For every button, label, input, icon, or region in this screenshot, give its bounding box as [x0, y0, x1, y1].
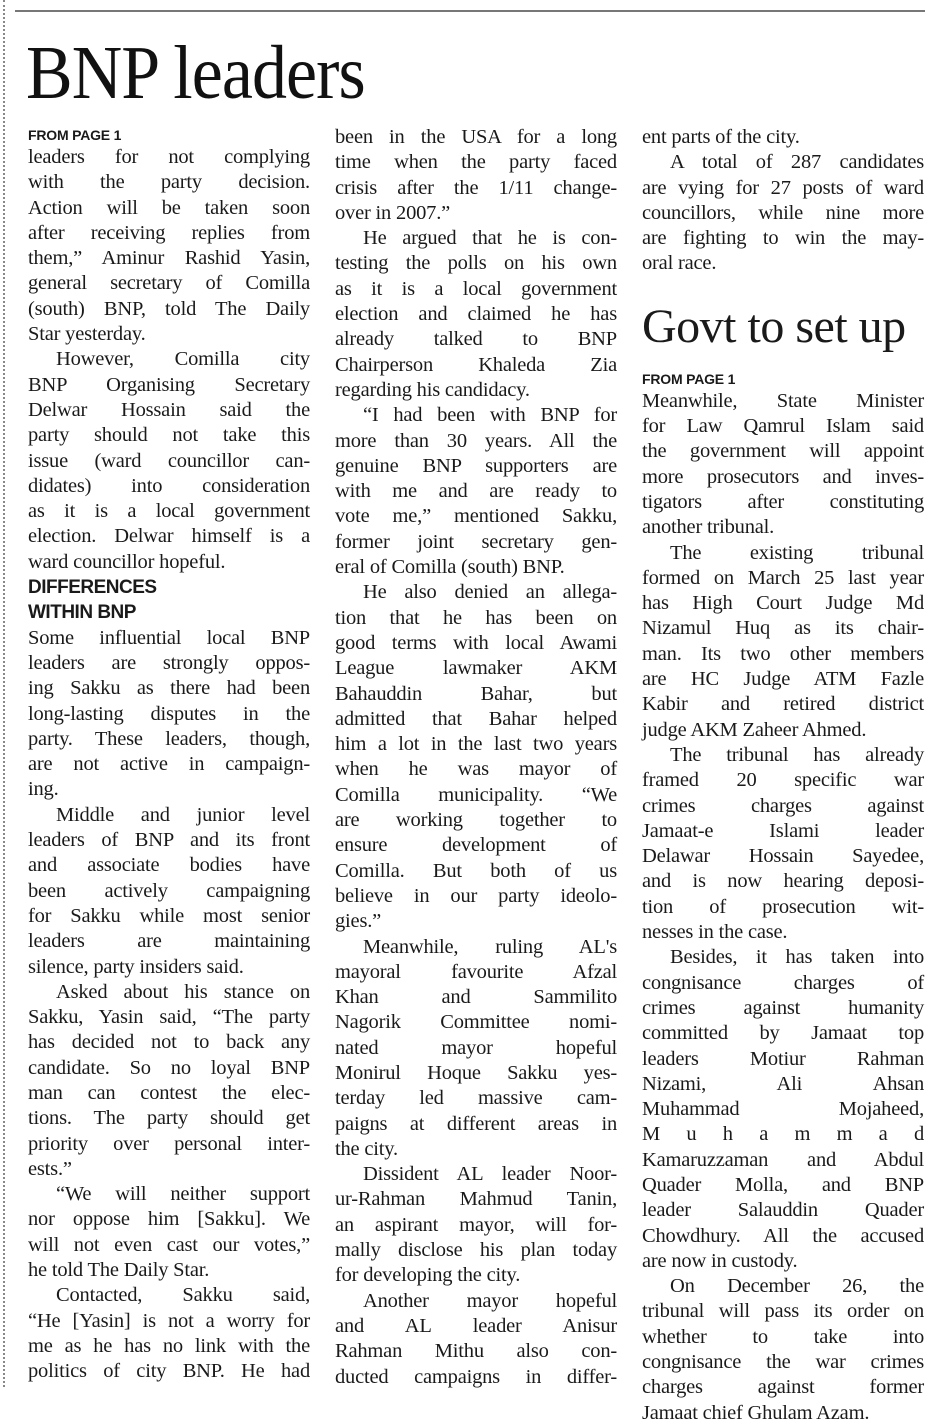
text-line: has High Court Judge Md: [642, 592, 924, 615]
paragraph: [28, 803, 310, 980]
text-line: me as he has no link with the: [28, 1334, 310, 1357]
text-line: are fighting to win the may-: [642, 227, 924, 250]
text-line: Comilla municipality. “We: [335, 783, 617, 806]
text-line: tions. The party should get: [28, 1107, 310, 1130]
text-line: long-lasting disputes in the: [28, 702, 310, 725]
text-line: good terms with local Awami: [335, 631, 617, 654]
text-line: ducted campaigns in differ-: [335, 1365, 617, 1388]
paragraph: [642, 125, 924, 150]
column-3: [642, 125, 924, 1426]
text-line: Dissident AL leader Noor-: [363, 1163, 617, 1186]
paragraph: [335, 403, 617, 580]
text-line: However, Comilla city: [56, 348, 310, 371]
text-line: councillors, while nine more: [642, 201, 924, 224]
paragraph: [28, 626, 310, 803]
text-line: he told The Daily Star.: [28, 1259, 210, 1282]
text-line: crisis after the 1/11 change-: [335, 176, 617, 199]
paragraph: [335, 1289, 617, 1390]
text-line: are not active in campaign-: [28, 753, 310, 776]
text-line: priority over personal inter-: [28, 1132, 310, 1155]
text-line: been in the USA for a long: [335, 126, 617, 148]
text-line: League lawmaker AKM: [335, 657, 617, 680]
text-line: for Law Qamrul Islam said: [642, 415, 924, 438]
text-line: him a lot in the last two years: [335, 733, 617, 756]
text-line: the city.: [335, 1137, 398, 1160]
paragraph: [28, 347, 310, 575]
text-line: been actively campaigning: [28, 879, 310, 902]
text-line: Meanwhile, State Minister: [642, 389, 924, 412]
text-line: tribunal will pass its order on: [642, 1300, 924, 1323]
text-line: election and claimed he has: [335, 303, 617, 326]
text-line: Monirul Hoque Sakku yes-: [335, 1061, 617, 1084]
text-line: Nizamul Huq as its chair-: [642, 617, 924, 640]
paragraph: [642, 945, 924, 1274]
text-line: M u h a m m a d: [642, 1123, 924, 1146]
text-line: former joint secretary gen-: [335, 530, 617, 553]
text-line: issue (ward councillor can-: [28, 449, 310, 472]
text-line: The tribunal has already: [670, 743, 924, 766]
text-line: are HC Judge ATM Fazle: [642, 668, 924, 691]
text-line: them,” Aminur Rashid Yasin,: [28, 247, 310, 270]
text-line: “I had been with BNP for: [363, 404, 617, 427]
text-line: mayoral favourite Afzal: [335, 960, 617, 983]
text-line: crimes charges against: [642, 794, 924, 817]
top-rule: [15, 10, 925, 12]
text-line: an aspirant mayor, will for-: [335, 1213, 617, 1236]
paragraph: [28, 980, 310, 1182]
text-line: (south) BNP, told The Daily: [28, 297, 310, 320]
text-line: and associate bodies have: [28, 854, 310, 877]
text-line: for developing the city.: [335, 1264, 521, 1287]
paragraph: [28, 145, 310, 347]
sub-headline: Govt to set up: [642, 299, 906, 353]
text-line: Besides, it has taken into: [670, 946, 924, 969]
text-line: tion that he has been on: [335, 606, 617, 629]
text-line: Muhammad Mojaheed,: [642, 1098, 924, 1121]
text-line: Nagorik Committee nomi-: [335, 1011, 617, 1034]
text-line: Rahman Mithu also con-: [335, 1340, 617, 1363]
page-margin-dotted-rule: [3, 0, 5, 1387]
text-line: testing the polls on his own: [335, 252, 617, 275]
text-line: are vying for 27 posts of ward: [642, 176, 924, 199]
paragraph: [335, 935, 617, 1163]
text-line: leaders of BNP and its front: [28, 829, 310, 852]
text-line: Comilla. But both of us: [335, 859, 617, 882]
column-2: [335, 125, 617, 1390]
text-line: On December 26, the: [670, 1275, 924, 1298]
text-line: ests.”: [28, 1157, 72, 1180]
text-line: vote me,” mentioned Sakku,: [335, 505, 617, 528]
text-line: Jamaat-e Islami leader: [642, 819, 924, 842]
text-line: Bahauddin Bahar, but: [335, 682, 617, 705]
text-line: when he was mayor of: [335, 758, 617, 781]
text-line: Delawar Hossain Sayedee,: [642, 845, 924, 868]
text-line: silence, party insiders said.: [28, 955, 244, 978]
text-line: admitted that Bahar helped: [335, 707, 617, 730]
text-line: A total of 287 candidates: [670, 151, 924, 174]
text-line: more prosecutors and inves-: [642, 465, 924, 488]
text-line: politics of city BNP. He had: [28, 1360, 310, 1383]
paragraph: [642, 389, 924, 541]
text-line: framed 20 specific war: [642, 769, 924, 792]
text-line: as it is a local government: [28, 500, 310, 523]
text-line: the government will appoint: [642, 440, 924, 463]
text-line: crimes against humanity: [642, 996, 924, 1019]
text-line: for Sakku while most senior: [28, 904, 310, 927]
text-line: ur-Rahman Mahmud Tanin,: [335, 1188, 617, 1211]
text-line: and is now hearing deposi-: [642, 870, 924, 893]
paragraph: [642, 743, 924, 945]
headline: BNP leaders: [26, 31, 365, 115]
text-line: Sakku, Yasin said, “The party: [28, 1006, 310, 1029]
text-line: tigators after constituting: [642, 490, 924, 513]
paragraph: [28, 1182, 310, 1283]
text-line: Quader Molla, and BNP: [642, 1173, 924, 1196]
text-line: Khan and Sammilito: [335, 986, 617, 1009]
text-line: leaders for not complying: [28, 146, 310, 168]
text-line: Chowdhury. All the accused: [642, 1224, 924, 1247]
text-line: Kamaruzzaman and Abdul: [642, 1148, 924, 1171]
text-line: general secretary of Comilla: [28, 272, 310, 295]
text-line: The existing tribunal: [670, 541, 924, 564]
paragraph: [335, 580, 617, 934]
text-line: paigns at different areas in: [335, 1112, 617, 1135]
paragraph: [642, 1274, 924, 1426]
text-line: congnisance charges of: [642, 971, 924, 994]
text-line: Nizami, Ali Ahsan: [642, 1072, 924, 1095]
text-line: with me and are ready to: [335, 480, 617, 503]
text-line: He also denied an allega-: [363, 581, 617, 604]
text-line: already talked to BNP: [335, 328, 617, 351]
text-line: will not even cast our votes,”: [28, 1233, 310, 1256]
paragraph: [28, 1283, 310, 1384]
text-line: with the party decision.: [28, 171, 310, 194]
text-line: leader Salauddin Quader: [642, 1199, 924, 1222]
text-line: gies.”: [335, 910, 382, 933]
text-line: “We will neither support: [56, 1183, 310, 1206]
text-line: ing Sakku as there had been: [28, 677, 310, 700]
text-line: Some influential local BNP: [28, 626, 310, 649]
text-line: man. Its two other members: [642, 642, 924, 665]
text-line: nated mayor hopeful: [335, 1036, 617, 1059]
text-line: genuine BNP supporters are: [335, 454, 617, 477]
text-line: DIFFERENCES: [28, 577, 157, 599]
text-line: oral race.: [642, 252, 717, 275]
text-line: whether to take into: [642, 1325, 924, 1348]
column-1: [28, 125, 310, 1385]
paragraph: [642, 150, 924, 276]
paragraph: [335, 1162, 617, 1288]
text-line: believe in our party ideolo-: [335, 884, 617, 907]
text-line: congnisance the war crimes: [642, 1351, 924, 1374]
paragraph: [642, 541, 924, 743]
text-line: ing.: [28, 778, 59, 801]
text-line: more than 30 years. All the: [335, 429, 617, 452]
from-page-kicker: FROM PAGE 1: [642, 370, 736, 387]
text-line: ensure development of: [335, 834, 617, 857]
text-line: mally disclose his plan today: [335, 1239, 617, 1262]
text-line: Another mayor hopeful: [363, 1289, 617, 1312]
text-line: Contacted, Sakku said,: [56, 1284, 310, 1307]
text-line: leaders are maintaining: [28, 930, 310, 953]
text-line: Star yesterday.: [28, 323, 146, 346]
text-line: BNP Organising Secretary: [28, 373, 310, 396]
text-line: judge AKM Zaheer Ahmed.: [642, 718, 867, 741]
text-line: terday led massive cam-: [335, 1087, 617, 1110]
text-line: leaders are strongly oppos-: [28, 651, 310, 674]
text-line: charges against former: [642, 1376, 924, 1399]
text-line: Action will be taken soon: [28, 196, 310, 219]
text-line: man can contest the elec-: [28, 1081, 310, 1104]
text-line: candidate. So no loyal BNP: [28, 1056, 310, 1079]
text-line: regarding his candidacy.: [335, 378, 530, 401]
text-line: Asked about his stance on: [56, 980, 310, 1003]
section-subheading: [28, 575, 310, 626]
text-line: and AL leader Anisur: [335, 1314, 617, 1337]
text-line: over in 2007.”: [335, 201, 451, 224]
text-line: are working together to: [335, 809, 617, 832]
text-line: formed on March 25 last year: [642, 566, 924, 589]
text-line: eral of Comilla (south) BNP.: [335, 556, 565, 579]
text-line: Chairperson Khaleda Zia: [335, 353, 617, 376]
text-line: ward councillor hopeful.: [28, 550, 226, 573]
paragraph: [335, 125, 617, 226]
text-line: Middle and junior level: [56, 803, 310, 826]
text-line: committed by Jamaat top: [642, 1022, 924, 1045]
paragraph: [335, 226, 617, 403]
text-line: Jamaat chief Ghulam Azam.: [642, 1401, 870, 1424]
text-line: time when the party faced: [335, 151, 617, 174]
text-line: WITHIN BNP: [28, 602, 136, 624]
from-page-kicker: FROM PAGE 1: [28, 127, 122, 143]
text-line: Delwar Hossain said the: [28, 398, 310, 421]
text-line: party should not take this: [28, 424, 310, 447]
text-line: “He [Yasin] is not a worry for: [28, 1309, 310, 1332]
text-line: ent parts of the city.: [642, 126, 800, 148]
text-line: leaders Motiur Rahman: [642, 1047, 924, 1070]
text-line: another tribunal.: [642, 516, 775, 539]
text-line: nor oppose him [Sakku]. We: [28, 1208, 310, 1231]
text-line: didates) into consideration: [28, 474, 310, 497]
text-line: after receiving replies from: [28, 221, 310, 244]
text-line: as it is a local government: [335, 277, 617, 300]
text-line: election. Delwar himself is a: [28, 525, 310, 548]
text-line: nesses in the case.: [642, 921, 788, 944]
text-line: tion of prosecution wit-: [642, 895, 924, 918]
text-line: party. These leaders, though,: [28, 727, 310, 750]
text-line: Meanwhile, ruling AL's: [363, 935, 617, 958]
text-line: He argued that he is con-: [363, 227, 617, 250]
text-line: has decided not to back any: [28, 1031, 310, 1054]
text-line: Kabir and retired district: [642, 693, 924, 716]
text-line: are now in custody.: [642, 1249, 798, 1272]
